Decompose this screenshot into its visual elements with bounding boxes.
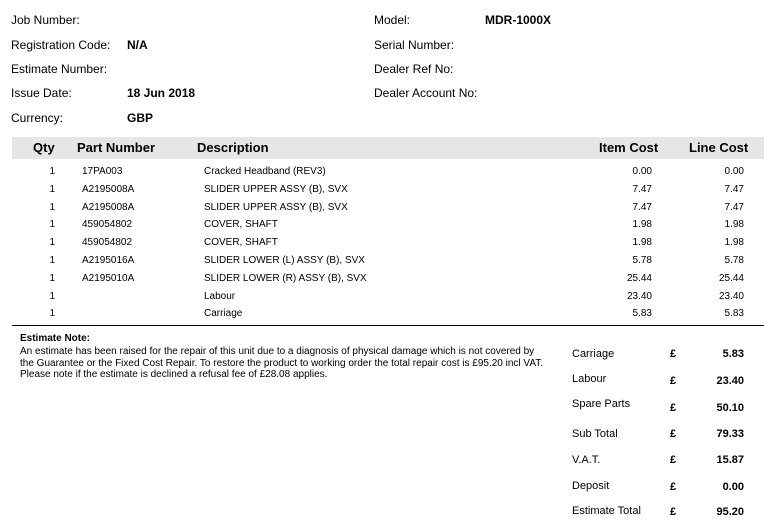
total-value-sub-total: 79.33: [716, 428, 744, 440]
serial-number-label: Serial Number:: [374, 38, 455, 52]
row-part-number: A2195008A: [82, 183, 135, 195]
total-value-spare-parts: 50.10: [716, 402, 744, 414]
row-qty: 1: [49, 308, 55, 320]
parts-table-header: [12, 137, 764, 159]
column-header-description: Description: [197, 140, 269, 155]
currency-symbol: £: [670, 454, 677, 466]
row-line-cost: 5.78: [724, 254, 744, 266]
row-line-cost: 23.40: [718, 290, 744, 302]
table-row: [0, 288, 775, 306]
total-label-labour: Labour: [572, 373, 607, 385]
total-label-spare-parts: Spare Parts: [572, 398, 631, 410]
dealer-ref-label: Dealer Ref No:: [374, 62, 454, 76]
row-item-cost: 0.00: [632, 166, 652, 177]
row-qty: 1: [49, 183, 55, 195]
table-row: [0, 199, 775, 217]
row-line-cost: 7.47: [724, 183, 744, 195]
total-label-estimate-total: Estimate Total: [572, 505, 641, 517]
row-item-cost: 1.98: [632, 219, 652, 231]
total-value-deposit: 0.00: [722, 481, 744, 493]
currency-symbol: £: [670, 428, 677, 440]
total-label-sub-total: Sub Total: [572, 428, 618, 440]
row-line-cost: 0.00: [724, 166, 744, 177]
row-part-number: 17PA003: [82, 166, 123, 177]
row-qty: 1: [49, 237, 55, 249]
row-item-cost: 7.47: [632, 183, 652, 195]
currency-symbol: £: [670, 375, 677, 387]
row-qty: 1: [49, 219, 55, 231]
row-description: COVER, SHAFT: [204, 219, 278, 231]
total-value-vat: 15.87: [716, 454, 744, 466]
row-line-cost: 1.98: [724, 219, 744, 231]
currency-label: Currency:: [11, 111, 64, 125]
registration-code-value: N/A: [127, 38, 148, 52]
column-header-item-cost: Item Cost: [599, 140, 659, 155]
total-value-estimate-total: 95.20: [716, 506, 744, 518]
total-label-deposit: Deposit: [572, 480, 610, 492]
row-description: Labour: [204, 290, 236, 302]
currency-value: GBP: [127, 111, 154, 125]
row-item-cost: 5.78: [632, 254, 652, 266]
row-item-cost: 23.40: [626, 290, 652, 302]
estimate-number-label: Estimate Number:: [11, 62, 108, 76]
currency-symbol: £: [670, 348, 677, 360]
total-label-carriage: Carriage: [572, 348, 615, 360]
row-qty: 1: [49, 254, 55, 266]
row-part-number: A2195016A: [82, 254, 135, 266]
job-number-label: Job Number:: [11, 13, 80, 27]
row-qty: 1: [49, 272, 55, 284]
row-part-number: A2195010A: [82, 272, 135, 284]
table-row: [0, 252, 775, 270]
estimate-note-body: An estimate has been raised for the repair of this unit due to a diagnosis of physical damage which is not covered by the Guarantee or the Fixed Cost Repair. To restore the product to working order the total repair cost is £95.20 incl VAT. Please note if the estimate is declined a refusal fee of £28.08 applies.: [20, 346, 544, 380]
table-bottom-divider: [12, 325, 764, 326]
currency-symbol: £: [670, 481, 677, 493]
row-part-number: 459054802: [82, 219, 133, 231]
row-qty: 1: [49, 166, 55, 177]
row-description: SLIDER UPPER ASSY (B), SVX: [204, 201, 348, 213]
row-line-cost: 25.44: [718, 272, 744, 284]
issue-date-value: 18 Jun 2018: [127, 86, 196, 100]
currency-symbol: £: [670, 506, 677, 518]
row-description: COVER, SHAFT: [204, 237, 278, 249]
registration-code-label: Registration Code:: [11, 38, 111, 52]
total-label-vat: V.A.T.: [572, 454, 601, 466]
dealer-account-label: Dealer Account No:: [374, 86, 478, 100]
row-item-cost: 1.98: [632, 237, 652, 249]
issue-date-label: Issue Date:: [11, 86, 72, 100]
column-header-line-cost: Line Cost: [689, 140, 749, 155]
row-description: SLIDER LOWER (L) ASSY (B), SVX: [204, 254, 365, 266]
row-part-number: 459054802: [82, 237, 133, 249]
model-value: MDR-1000X: [485, 13, 552, 27]
model-label: Model:: [374, 13, 411, 27]
column-header-qty: Qty: [33, 140, 55, 155]
row-item-cost: 25.44: [626, 272, 652, 284]
row-item-cost: 5.83: [632, 308, 652, 320]
total-value-labour: 23.40: [716, 375, 744, 387]
column-header-part-number: Part Number: [77, 140, 156, 155]
row-item-cost: 7.47: [632, 201, 652, 213]
row-description: Carriage: [204, 308, 243, 320]
table-row: [0, 305, 775, 323]
table-row: [0, 163, 775, 181]
estimate-note-title: Estimate Note:: [20, 333, 91, 344]
table-row: [0, 216, 775, 234]
table-row: [0, 270, 775, 288]
row-description: Cracked Headband (REV3): [204, 166, 326, 177]
row-line-cost: 7.47: [724, 201, 744, 213]
row-qty: 1: [49, 290, 55, 302]
row-qty: 1: [49, 201, 55, 213]
row-description: SLIDER LOWER (R) ASSY (B), SVX: [204, 272, 367, 284]
row-line-cost: 5.83: [724, 308, 744, 320]
parts-table-body: [0, 163, 775, 323]
currency-symbol: £: [670, 402, 677, 414]
row-description: SLIDER UPPER ASSY (B), SVX: [204, 183, 348, 195]
total-value-carriage: 5.83: [722, 348, 744, 360]
row-part-number: A2195008A: [82, 201, 135, 213]
table-row: [0, 181, 775, 199]
row-line-cost: 1.98: [724, 237, 744, 249]
table-row: [0, 234, 775, 252]
